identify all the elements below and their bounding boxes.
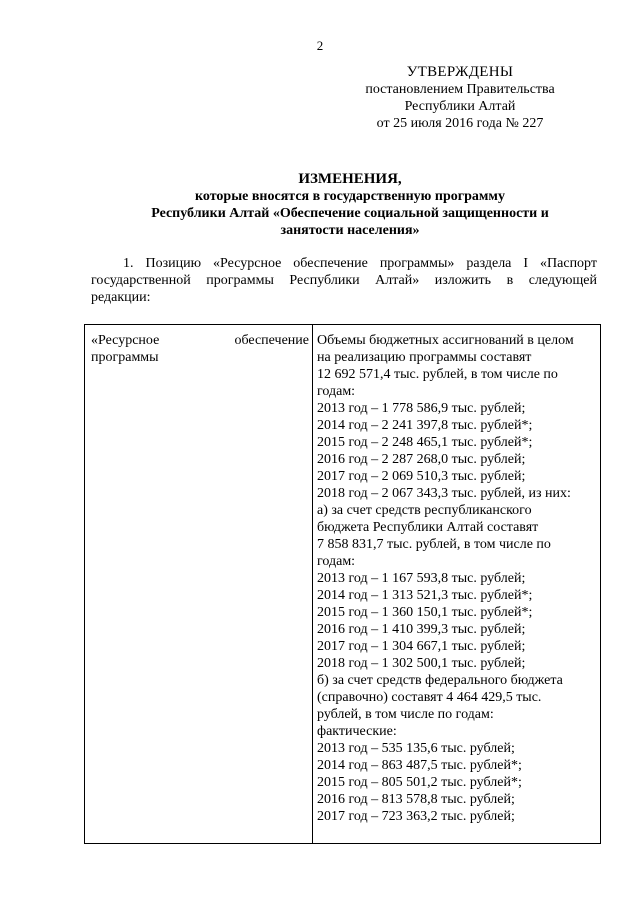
funding-line: бюджета Республики Алтай составят: [317, 520, 539, 535]
funding-line: 2018 год – 1 302 500,1 тыс. рублей;: [317, 656, 526, 671]
title-main: ИЗМЕНЕНИЯ,: [298, 171, 402, 187]
table-value-cell: [317, 332, 599, 825]
title-line-3: занятости населения»: [280, 223, 420, 238]
funding-line: 2015 год – 805 501,2 тыс. рублей*;: [317, 775, 522, 790]
intro-line-1: 1. Позицию «Ресурсное обеспечение программы» раздела I «Паспорт: [123, 256, 597, 271]
funding-line: Объемы бюджетных ассигнований в целом: [317, 333, 574, 348]
funding-line: 2016 год – 813 578,8 тыс. рублей;: [317, 792, 515, 807]
approval-line-3: от 25 июля 2016 года № 227: [376, 116, 544, 131]
funding-line: 7 858 831,7 тыс. рублей, в том числе по: [317, 537, 551, 552]
funding-line: 2017 год – 723 363,2 тыс. рублей;: [317, 809, 515, 824]
funding-line: 2014 год – 863 487,5 тыс. рублей*;: [317, 758, 522, 773]
label-line-2: программы: [91, 350, 159, 365]
intro-line-3: редакции:: [91, 290, 151, 305]
funding-line: 2013 год – 535 135,6 тыс. рублей;: [317, 741, 515, 756]
funding-line: 2017 год – 2 069 510,3 тыс. рублей;: [317, 469, 526, 484]
funding-line: годам:: [317, 554, 356, 569]
funding-line: 12 692 571,4 тыс. рублей, в том числе по: [317, 367, 558, 382]
funding-line: 2013 год – 1 167 593,8 тыс. рублей;: [317, 571, 526, 586]
label-word-1: «Ресурсное: [91, 333, 160, 348]
intro-line-2: государственной программы Республики Алтай» изложить в следующей: [91, 273, 597, 288]
funding-line: а) за счет средств республиканского: [317, 503, 532, 518]
approval-line-1: постановлением Правительства: [365, 82, 555, 97]
title-line-2: Республики Алтай «Обеспечение социальной защищенности и: [151, 206, 549, 221]
funding-line: (справочно) составят 4 464 429,5 тыс.: [317, 690, 542, 705]
approval-heading: УТВЕРЖДЕНЫ: [406, 64, 514, 80]
funding-line: годам:: [317, 384, 356, 399]
funding-line: 2016 год – 2 287 268,0 тыс. рублей;: [317, 452, 526, 467]
resource-table: [84, 324, 601, 844]
funding-line: фактические:: [317, 724, 397, 739]
approval-line-2: Республики Алтай: [404, 99, 516, 114]
funding-line: 2014 год – 2 241 397,8 тыс. рублей*;: [317, 418, 533, 433]
label-word-2: обеспечение: [234, 333, 309, 348]
funding-line: 2015 год – 2 248 465,1 тыс. рублей*;: [317, 435, 533, 450]
funding-line: 2013 год – 1 778 586,9 тыс. рублей;: [317, 401, 526, 416]
column-divider: [312, 325, 313, 843]
page-number: 2: [316, 38, 324, 53]
funding-line: 2017 год – 1 304 667,1 тыс. рублей;: [317, 639, 526, 654]
funding-line: рублей, в том числе по годам:: [317, 707, 494, 722]
intro-paragraph: [91, 255, 597, 306]
funding-line: на реализацию программы составят: [317, 350, 532, 365]
funding-line: 2014 год – 1 313 521,3 тыс. рублей*;: [317, 588, 533, 603]
funding-line: 2016 год – 1 410 399,3 тыс. рублей;: [317, 622, 526, 637]
funding-line: 2015 год – 1 360 150,1 тыс. рублей*;: [317, 605, 533, 620]
table-label-cell: [91, 332, 309, 366]
title-line-1: которые вносятся в государственную программу: [195, 189, 505, 204]
funding-line: 2018 год – 2 067 343,3 тыс. рублей, из них:: [317, 486, 571, 501]
approval-block: [330, 64, 590, 132]
document-title: [90, 171, 610, 239]
funding-line: б) за счет средств федерального бюджета: [317, 673, 563, 688]
